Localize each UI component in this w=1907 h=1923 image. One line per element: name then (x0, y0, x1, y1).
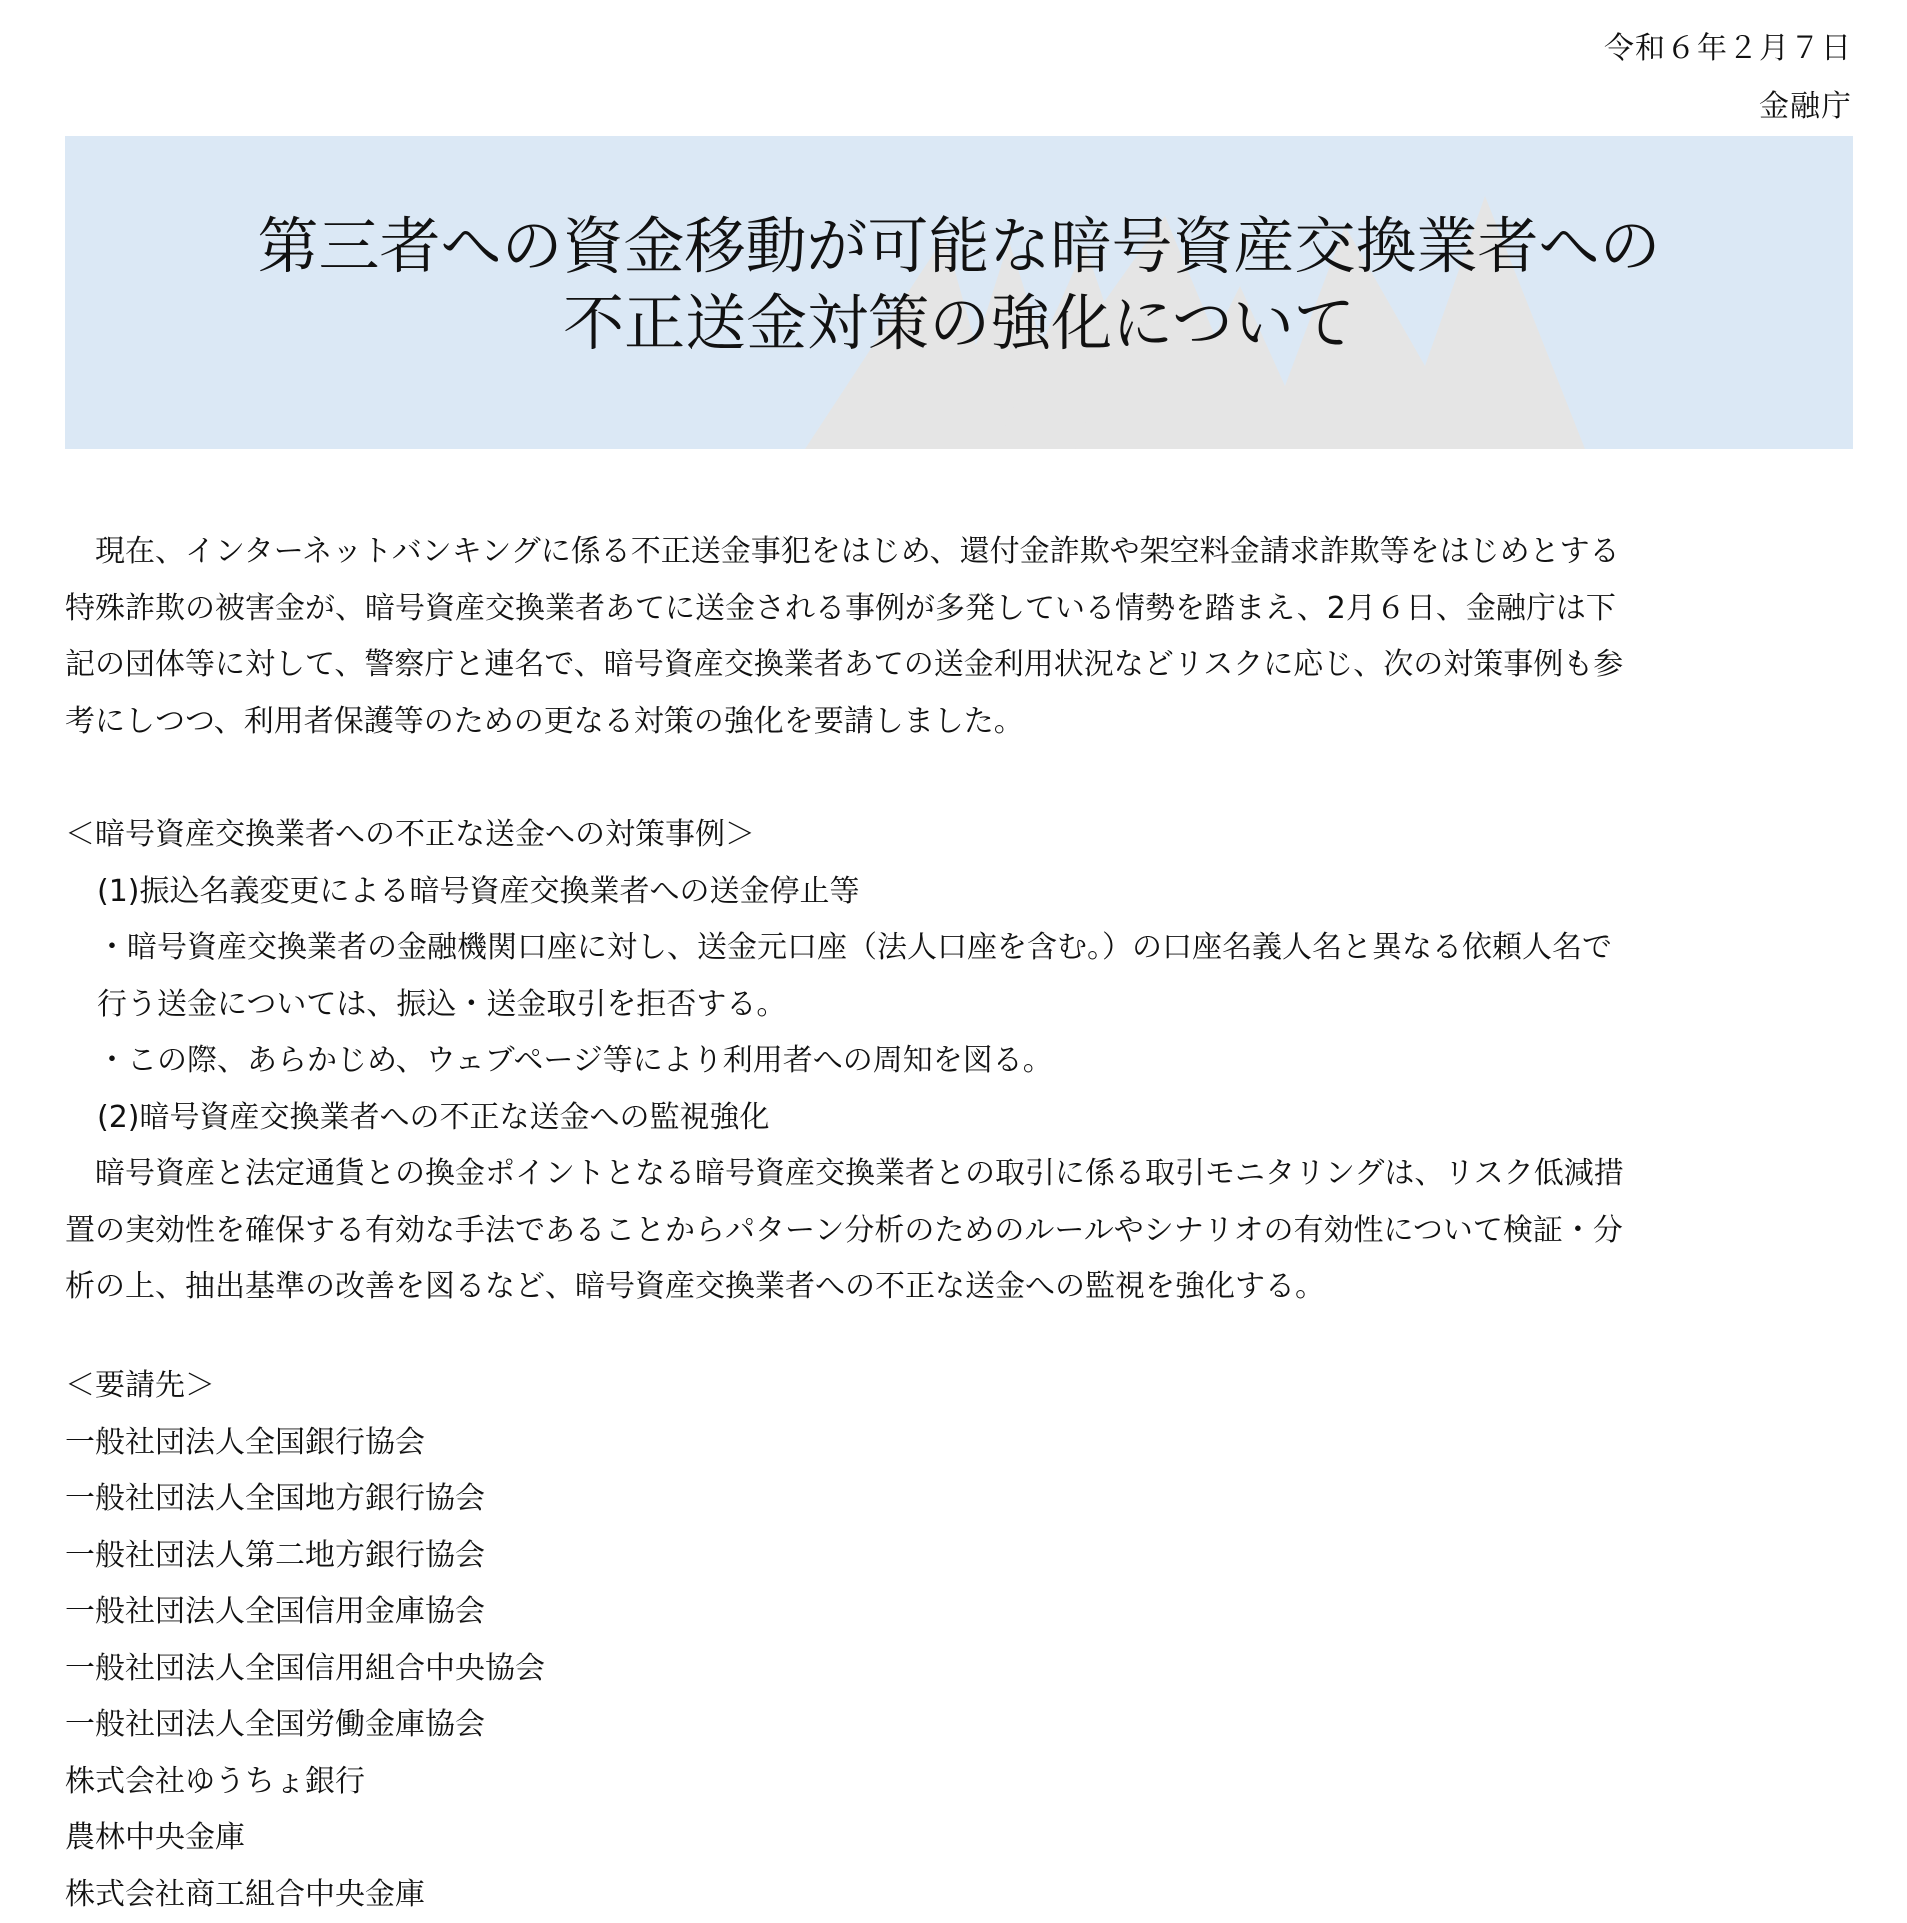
intro-line: 記の団体等に対して、警察庁と連名で、暗号資産交換業者あての送金利用状況などリスクに応じ、次の対策事例も参 (65, 637, 1855, 694)
measure-1-bullet-1: ・暗号資産交換業者の金融機関口座に対し、送金元口座（法人口座を含む。）の口座名義人名と異なる依頼人名で (65, 920, 1855, 977)
document-date: 令和６年２月７日 (1604, 32, 1852, 66)
title-line-2: 不正送金対策の強化について (65, 285, 1853, 362)
recipient-item: 一般社団法人全国地方銀行協会 (65, 1471, 1855, 1528)
recipient-item: 農林中央金庫 (65, 1810, 1855, 1867)
measure-1-bullet-2: ・この際、あらかじめ、ウェブページ等により利用者への周知を図る。 (65, 1033, 1855, 1090)
recipient-item: 株式会社商工組合中央金庫 (65, 1867, 1855, 1923)
recipients-heading: ＜要請先＞ (65, 1358, 1855, 1415)
measure-2-title: (2)暗号資産交換業者への不正な送金への監視強化 (65, 1090, 1855, 1147)
measures-heading: ＜暗号資産交換業者への不正な送金への対策事例＞ (65, 807, 1855, 864)
title-banner (65, 136, 1853, 449)
intro-line: 考にしつつ、利用者保護等のための更なる対策の強化を要請しました。 (65, 694, 1855, 751)
recipient-item: 株式会社ゆうちょ銀行 (65, 1754, 1855, 1811)
page-title (65, 208, 1853, 362)
measure-2-line: 析の上、抽出基準の改善を図るなど、暗号資産交換業者への不正な送金への監視を強化する。 (65, 1259, 1855, 1316)
measure-1-title: (1)振込名義変更による暗号資産交換業者への送金停止等 (65, 864, 1855, 921)
intro-paragraph (65, 524, 1855, 750)
measures-section (65, 807, 1855, 1316)
recipient-item: 一般社団法人第二地方銀行協会 (65, 1528, 1855, 1585)
recipient-item: 一般社団法人全国労働金庫協会 (65, 1697, 1855, 1754)
recipient-item: 一般社団法人全国信用組合中央協会 (65, 1641, 1855, 1698)
measure-2-line: 暗号資産と法定通貨との換金ポイントとなる暗号資産交換業者との取引に係る取引モニタリングは、リスク低減措 (65, 1146, 1855, 1203)
recipients-section (65, 1358, 1855, 1923)
measure-1-bullet-1-cont: 行う送金については、振込・送金取引を拒否する。 (65, 977, 1855, 1034)
recipient-item: 一般社団法人全国銀行協会 (65, 1415, 1855, 1472)
intro-line: 特殊詐欺の被害金が、暗号資産交換業者あてに送金される事例が多発している情勢を踏まえ、2月６日、金融庁は下 (65, 581, 1855, 638)
recipient-item: 一般社団法人全国信用金庫協会 (65, 1584, 1855, 1641)
issuing-agency: 金融庁 (1759, 90, 1852, 124)
intro-line: 現在、インターネットバンキングに係る不正送金事犯をはじめ、還付金詐欺や架空料金請求詐欺等をはじめとする (65, 524, 1855, 581)
title-line-1: 第三者への資金移動が可能な暗号資産交換業者への (65, 208, 1853, 285)
measure-2-line: 置の実効性を確保する有効な手法であることからパターン分析のためのルールやシナリオの有効性について検証・分 (65, 1203, 1855, 1260)
